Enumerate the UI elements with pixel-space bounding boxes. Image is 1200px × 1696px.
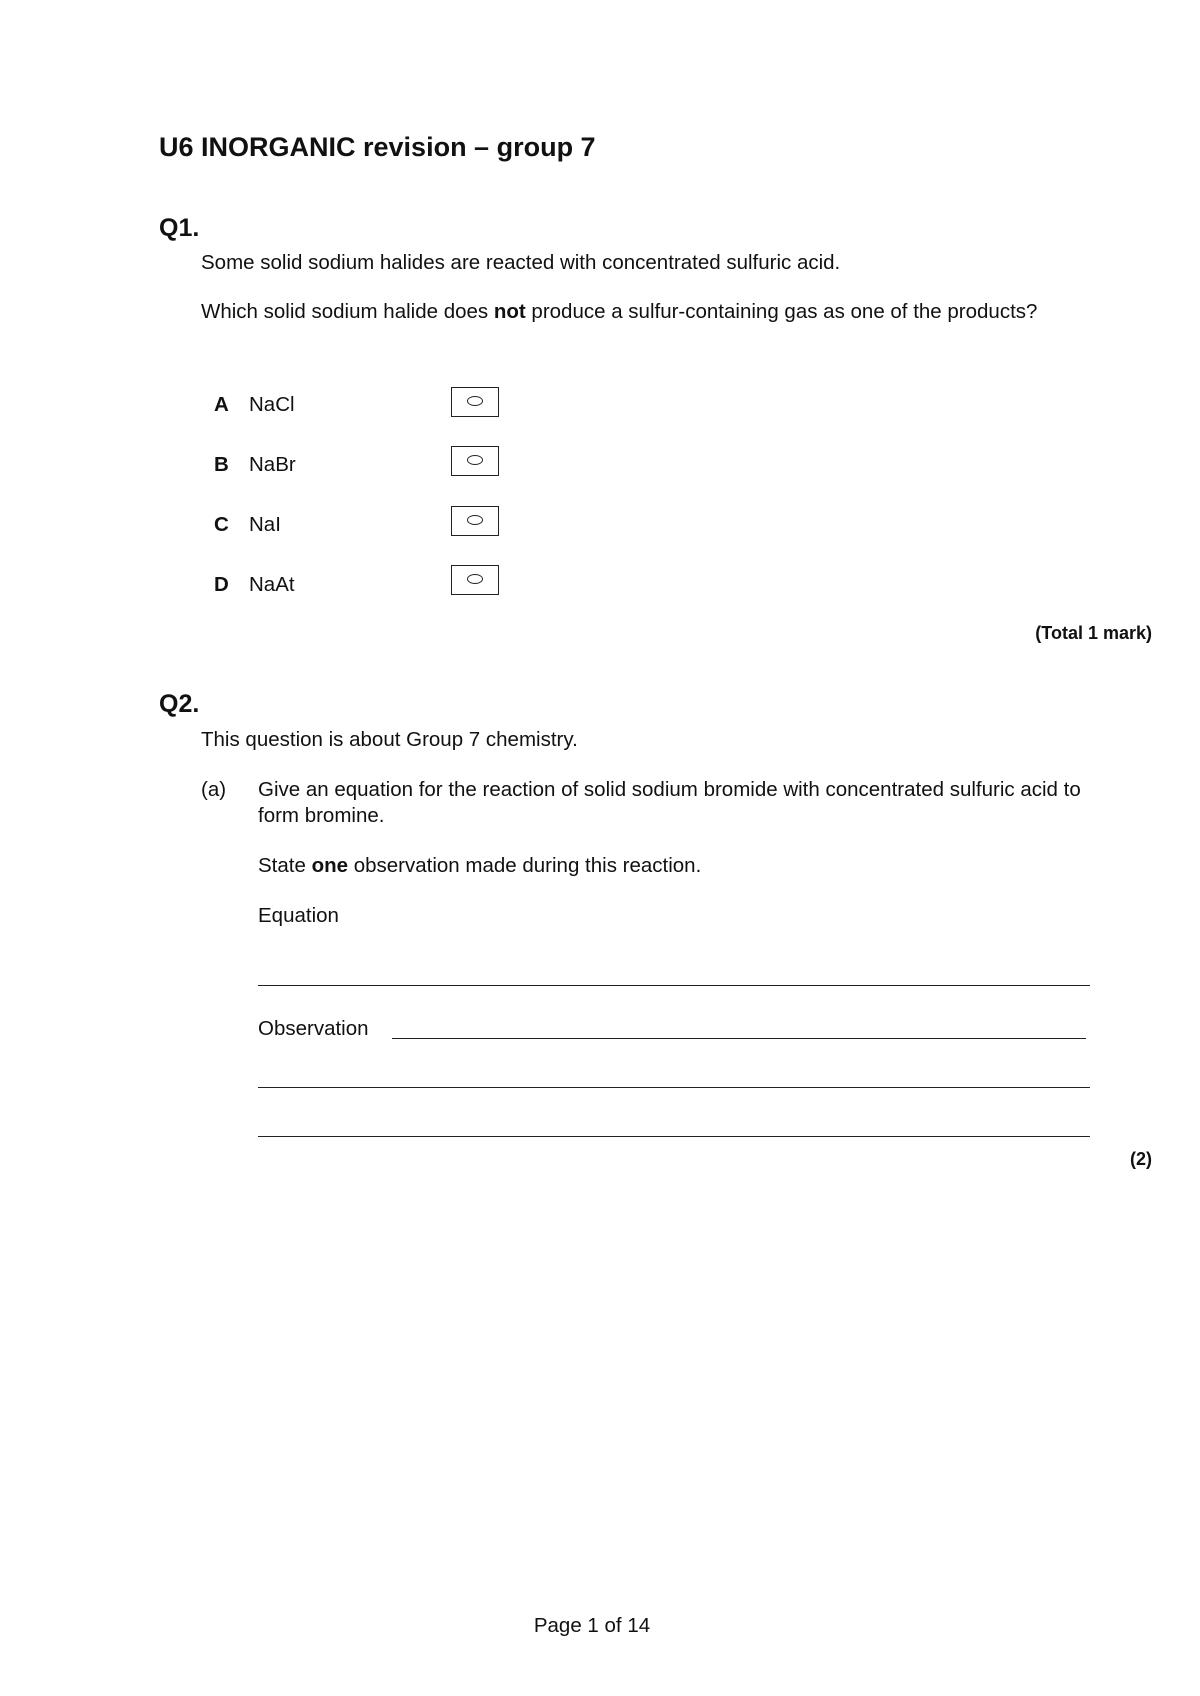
part-a-instruction	[258, 853, 701, 879]
observation-answer-line[interactable]	[392, 1038, 1086, 1039]
part-a-label: (a)	[201, 778, 227, 801]
part-a-marks: (2)	[1130, 1149, 1152, 1169]
observation-answer-line-2[interactable]	[258, 1087, 1090, 1088]
option-b-text: NaBr	[249, 453, 296, 476]
equation-label: Equation	[258, 904, 339, 927]
oval-icon	[467, 455, 483, 465]
option-b-answer-box[interactable]	[451, 446, 499, 476]
equation-answer-line[interactable]	[258, 985, 1090, 986]
question-1-number: Q1.	[159, 214, 200, 242]
question-1-prompt-end: produce a sulfur-containing gas as one of the products?	[525, 300, 1038, 323]
question-1-total-marks: (Total 1 mark)	[1035, 623, 1152, 643]
option-d-answer-box[interactable]	[451, 565, 499, 595]
document-title: U6 INORGANIC revision – group 7	[159, 132, 596, 162]
question-1-prompt-start: Which solid sodium halide does	[201, 300, 494, 323]
option-c-answer-box[interactable]	[451, 506, 499, 536]
option-a-letter: A	[214, 393, 229, 416]
option-c-letter: C	[214, 513, 229, 536]
part-a-instruction-start: State	[258, 854, 312, 877]
option-b-letter: B	[214, 453, 229, 476]
option-c-text: NaI	[249, 513, 281, 536]
option-a-text: NaCl	[249, 393, 295, 416]
observation-answer-line-3[interactable]	[258, 1136, 1090, 1137]
page-footer: Page 1 of 14	[533, 1614, 651, 1637]
option-d-text: NaAt	[249, 573, 295, 596]
question-1-prompt	[201, 299, 1051, 325]
part-a-question: Give an equation for the reaction of solid sodium bromide with concentrated sulfuric acid to form bromine.	[258, 778, 1081, 827]
part-a-instruction-end: observation made during this reaction.	[348, 854, 702, 877]
observation-label: Observation	[258, 1017, 369, 1040]
part-a-instruction-emphasis: one	[311, 854, 349, 877]
oval-icon	[467, 574, 483, 584]
question-2-number: Q2.	[159, 690, 200, 718]
oval-icon	[467, 515, 483, 525]
question-1-intro: Some solid sodium halides are reacted with concentrated sulfuric acid.	[201, 251, 841, 274]
question-2-intro: This question is about Group 7 chemistry.	[201, 728, 578, 751]
oval-icon	[467, 396, 483, 406]
option-d-letter: D	[214, 573, 229, 596]
question-1-prompt-emphasis: not	[493, 300, 526, 323]
option-a-answer-box[interactable]	[451, 387, 499, 417]
